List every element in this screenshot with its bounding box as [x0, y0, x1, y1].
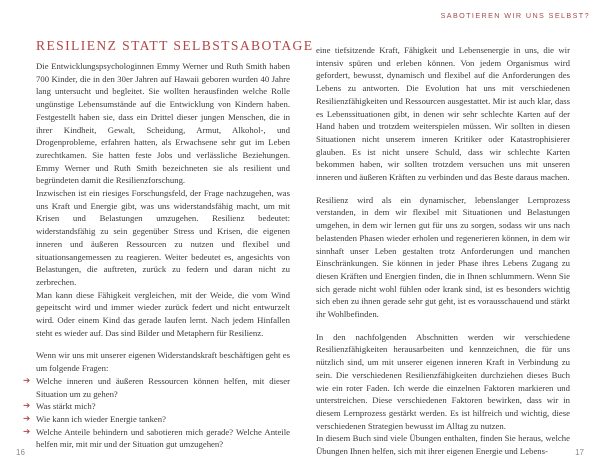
question-text: Welche Anteile behindern und sabotieren mich gerade? Welche Anteile helfen mir, mit mir und der Situation gut umzugehen?: [36, 426, 290, 450]
body-paragraph: Die Entwicklungspsychologinnen Emmy Werner und Ruth Smith haben 700 Kinder, die in den 30er Jahren auf Hawaii geboren wurden 40 Jahre lang untersucht und begleitet. Sie wollten herausfinden welche Rolle ungünstige Lebensumstände auf die Entwicklung von Kindern haben. Festgestellt haben sie, dass ein Drittel dieser jungen Menschen, die in ihrer Kindheit, Gewalt, Scheidung, Armut, Alkohol-, und Drogenprobleme, erfahren hatten, als Erwachsene sehr gut im Leben zurechtkamen. Sie hatten feste Jobs und verlässliche Beziehungen. Emmy Werner und Ruth Smith bezeichneten sie als resilient und begründeten damit die Resilienzforschung.: [36, 61, 290, 186]
questions-intro: Wenn wir uns mit unserer eigenen Widerstandskraft beschäftigen geht es um folgende Fragen:: [36, 350, 290, 374]
question-item: [23, 413, 290, 426]
page-number: 17: [575, 448, 584, 457]
section-heading: RESILIENZ STATT SELBSTSABOTAGE: [36, 38, 314, 53]
arrow-right-icon: ➔: [23, 413, 31, 424]
body-paragraph: Inzwischen ist ein riesiges Forschungsfeld, der Frage nachzugehen, was uns Kraft und Energie gibt, was uns widerstandsfähig macht, um mit Krisen und Belastungen umzugehen. Resilienz bedeutet: widerstandsfähig zu sein gegenüber Stress und Krisen, die eigenen inneren und äußeren Ressourcen zu nutzen und flexibel und situationsangemessen zu reagieren. Weiter bedeutet es, angesichts von Belastungen, die auftreten, zurück zu federn und daran nicht zu zerbrechen.: [36, 188, 290, 287]
body-paragraph: In diesem Buch sind viele Übungen enthalten, finden Sie heraus, welche Übungen Ihnen helfen, sich mit ihrer eigenen Energie und Lebens-: [316, 433, 570, 457]
arrow-right-icon: ➔: [23, 401, 31, 412]
left-column: [23, 60, 290, 451]
body-paragraph: eine tiefsitzende Kraft, Fähigkeit und Lebensenergie in uns, die wir intensiv spüren und erleben können. Von jedem Organismus wird gefordert, bewusst, dynamisch und flexibel auf die Anforderungen des Lebens zu antworten. Die Evolution hat uns mit verschiedenen Resilienzfähigkeiten und Ressourcen ausgestattet. Mir ist auch klar, dass es Lebenssituationen gibt, in denen wir sehr schlechte Karten auf der Hand haben und trotzdem weiterspielen müssen. Wir sollten in diesen Situationen nicht unserem inneren Kritiker oder Katastrophisierer glauben. Es ist nicht unsere Schuld, dass wir schlechte Karten bekommen haben, wir sollten trotzdem versuchen uns mit unseren inneren und äußeren Kräften zu verbinden und das Beste daraus machen.: [316, 45, 570, 183]
question-text: Welche inneren und äußeren Ressourcen können helfen, mit dieser Situation um zu gehen?: [36, 375, 290, 399]
arrow-right-icon: ➔: [23, 426, 31, 437]
question-text: Was stärkt mich?: [36, 401, 96, 412]
body-paragraph: In den nachfolgenden Abschnitten werden wir verschiedene Resilienzfähigkeiten herausarbeiten und kennzeichnen, die für uns nützlich sind, um mit unserer eigenen inneren Kraft in Verbindung zu sein. Die verschiedenen Resilienzfähigkeiten durchziehen dieses Buch wie ein roter Faden. Ich werde die einzelnen Faktoren markieren und unterstreichen. Diese verschiedenen Faktoren bewirken, dass wir in diesem Lernprozess gestärkt werden. Es ist hilfreich und wichtig, diese verschiedenen Strategien bewusst im Alltag zu nutzen.: [316, 331, 570, 431]
question-text: Wie kann ich wieder Energie tanken?: [36, 413, 166, 424]
question-item: [23, 426, 290, 451]
page-number: 16: [16, 448, 25, 457]
question-item: [23, 375, 290, 400]
body-paragraph: Man kann diese Fähigkeit vergleichen, mit der Weide, die vom Wind gepeitscht wird und immer wieder zurück federt und nicht entwurzelt wird. Oder einem Kind das gerade laufen lernt. Nach jedem Hinfallen steht es wieder auf. Das sind Bilder und Metaphern für Resilienz.: [36, 289, 290, 338]
body-paragraph: Resilienz wird als ein dynamischer, lebenslanger Lernprozess verstanden, in dem wir flexibel mit Situationen und Belastungen umgehen, in dem wir lernen gut für uns zu sorgen, sodass wir uns nach belastenden Phasen wieder erholen und regenerieren können, in dem wir sinnhaft unser Leben gestalten trotz Anforderungen und manchen Einschränkungen. Sie können in jeder Phase ihres Lebens Zugang zu diesen Kräften und Energien finden, die in Ihnen schlummern. Wenn Sie sich gerade nicht wohl fühlen oder krank sind, ist es besonders wichtig sich eben zu ihnen gerade sehr gut geht, ist es vorausschauend und stärkt ihr Wohlbefinden.: [316, 194, 570, 320]
arrow-right-icon: ➔: [23, 375, 31, 386]
right-column: [316, 44, 570, 458]
running-head: SABOTIEREN WIR UNS SELBST?: [440, 11, 590, 20]
right-page: [300, 0, 600, 467]
question-list: [23, 375, 290, 451]
question-item: [23, 400, 290, 413]
